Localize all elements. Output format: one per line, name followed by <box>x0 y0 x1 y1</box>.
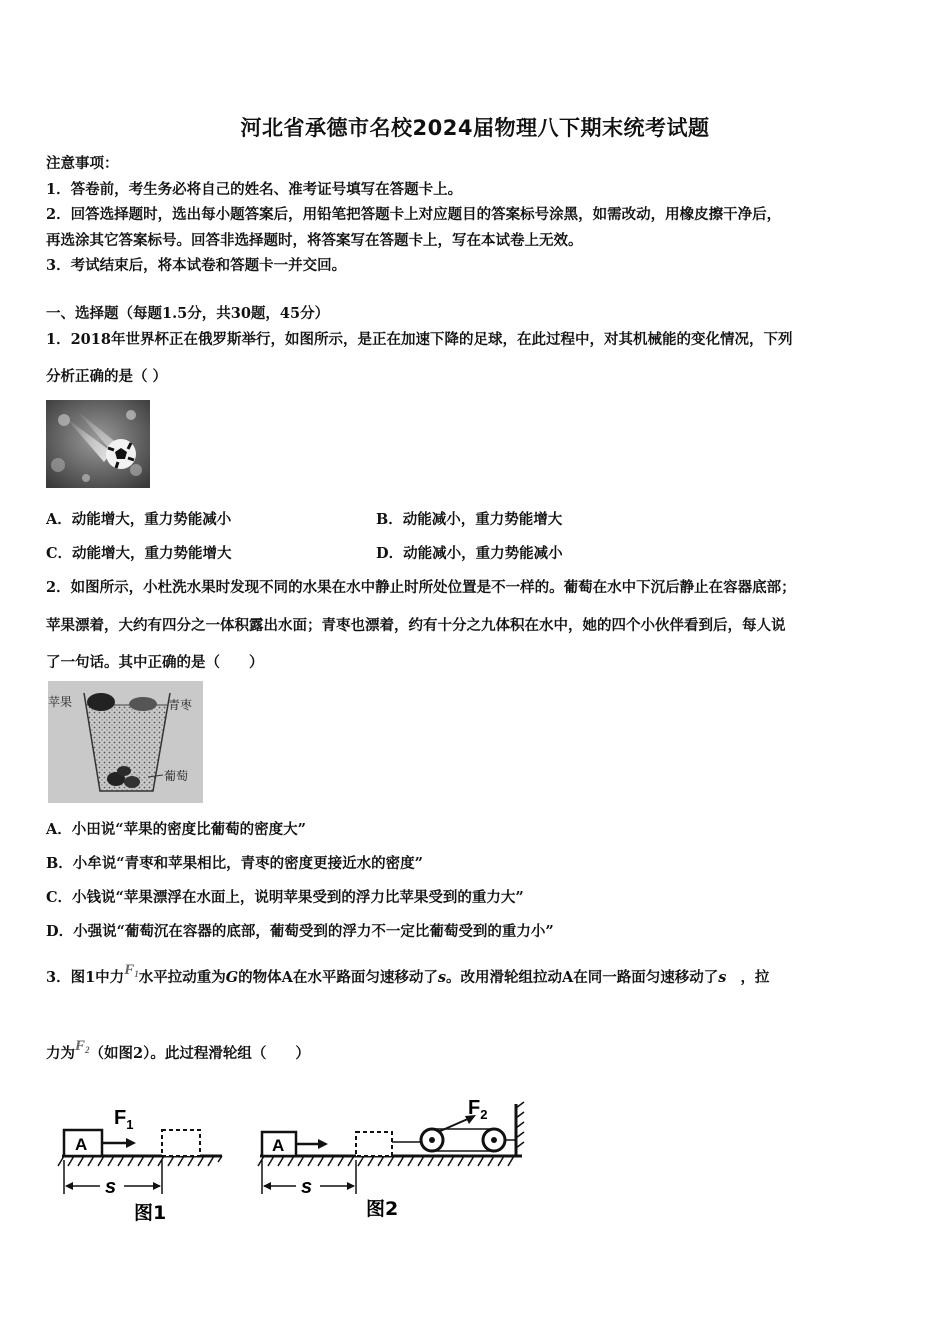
q3-text: （如图2）。此过程滑轮组（ ） <box>89 1045 310 1062</box>
figure-caption: 图2 <box>366 1198 399 1220</box>
s-symbol: s <box>718 969 727 986</box>
notice-item: 再选涂其它答案标号。回答非选择题时，将答案写在答题卡上，写在本试卷上无效。 <box>46 232 583 249</box>
grape-label: 葡萄 <box>164 769 189 783</box>
figure-2 <box>254 1094 534 1224</box>
q2-stem: 苹果漂着，大约有四分之一体积露出水面；青枣也漂着，约有十分之九体积在水中，她的四个小伙伴看到后，每人说 <box>46 617 786 634</box>
notice-item: 2．回答选择题时，选出每小题答案后，用铅笔把答题卡上对应题目的答案标号涂黑，如需改动，用橡皮擦干净后， <box>46 206 782 223</box>
apple-label: 苹果 <box>48 695 73 709</box>
s-symbol: s <box>437 969 447 986</box>
q1-stem: 1．2018年世界杯正在俄罗斯举行，如图所示，是正在加速下降的足球，在此过程中，对其机械能的变化情况，下列 <box>46 331 793 348</box>
arrow-head-icon <box>318 1139 328 1149</box>
section-heading: 一、选择题（每题1.5分，共30题，45分） <box>46 305 330 322</box>
q3-text: 的物体A在水平路面匀速移动了 <box>238 969 438 986</box>
svg-text:A: A <box>75 1135 88 1154</box>
q2-stem: 了一句话。其中正确的是（ ） <box>46 654 264 671</box>
block-final-position <box>356 1132 392 1156</box>
figure-caption: 图1 <box>134 1202 167 1224</box>
arrow-head-icon <box>126 1138 136 1148</box>
q2-option-b: B．小牟说“青枣和苹果相比，青枣的密度更接近水的密度” <box>46 855 423 872</box>
force-label: $F_2$ <box>468 1097 488 1122</box>
q1-option-d: D．动能减小，重力势能减小 <box>376 545 563 562</box>
distance-label: s <box>301 1176 313 1198</box>
q1-stem: 分析正确的是（ ） <box>46 368 168 385</box>
distance-label: s <box>105 1176 117 1198</box>
q2-option-c: C．小钱说“苹果漂浮在水面上，说明苹果受到的浮力比苹果受到的重力大” <box>46 889 524 906</box>
q3-stem <box>46 1038 310 1063</box>
q1-option-b: B．动能减小，重力势能增大 <box>376 511 563 528</box>
svg-text:A: A <box>272 1136 285 1155</box>
notice-item: 1．答卷前，考生务必将自己的姓名、准考证号填写在答题卡上。 <box>46 181 463 198</box>
q3-text: 水平拉动重为 <box>138 969 226 986</box>
q3-text: ，拉 <box>740 969 770 986</box>
f2-symbol: $F_2$ <box>75 1038 90 1055</box>
force-label: $F_1$ <box>114 1107 134 1132</box>
notice-item: 3．考试结束后，将本试卷和答题卡一并交回。 <box>46 257 347 274</box>
q3-stem <box>46 962 770 987</box>
fruit-container-figure <box>48 681 203 803</box>
q1-option-c: C．动能增大，重力势能增大 <box>46 545 232 562</box>
q2-option-d: D．小强说“葡萄沉在容器的底部，葡萄受到的浮力不一定比葡萄受到的重力小” <box>46 923 554 940</box>
g-symbol: G <box>225 969 239 986</box>
figure-1 <box>56 1098 231 1228</box>
q3-text: 。改用滑轮组拉动A在同一路面匀速移动了 <box>446 969 719 986</box>
jujube-label: 青枣 <box>168 698 193 712</box>
q3-text: 力为 <box>46 1045 75 1062</box>
page-title: 河北省承德市名校2024届物理八下期末统考试题 <box>240 116 710 140</box>
q1-option-a: A．动能增大，重力势能减小 <box>46 511 232 528</box>
q2-stem: 2．如图所示，小杜洗水果时发现不同的水果在水中静止时所处位置是不一样的。葡萄在水中下沉后静止在容器底部； <box>46 579 796 596</box>
f1-symbol: $F_1$ <box>124 962 139 979</box>
football-photo <box>46 400 150 488</box>
block-final-position <box>162 1130 200 1156</box>
notice-heading: 注意事项： <box>46 155 119 172</box>
q2-option-a: A．小田说“苹果的密度比葡萄的密度大” <box>46 821 306 838</box>
force-f2-arrow <box>438 1118 470 1132</box>
q3-text: 3．图1中力 <box>46 969 125 986</box>
